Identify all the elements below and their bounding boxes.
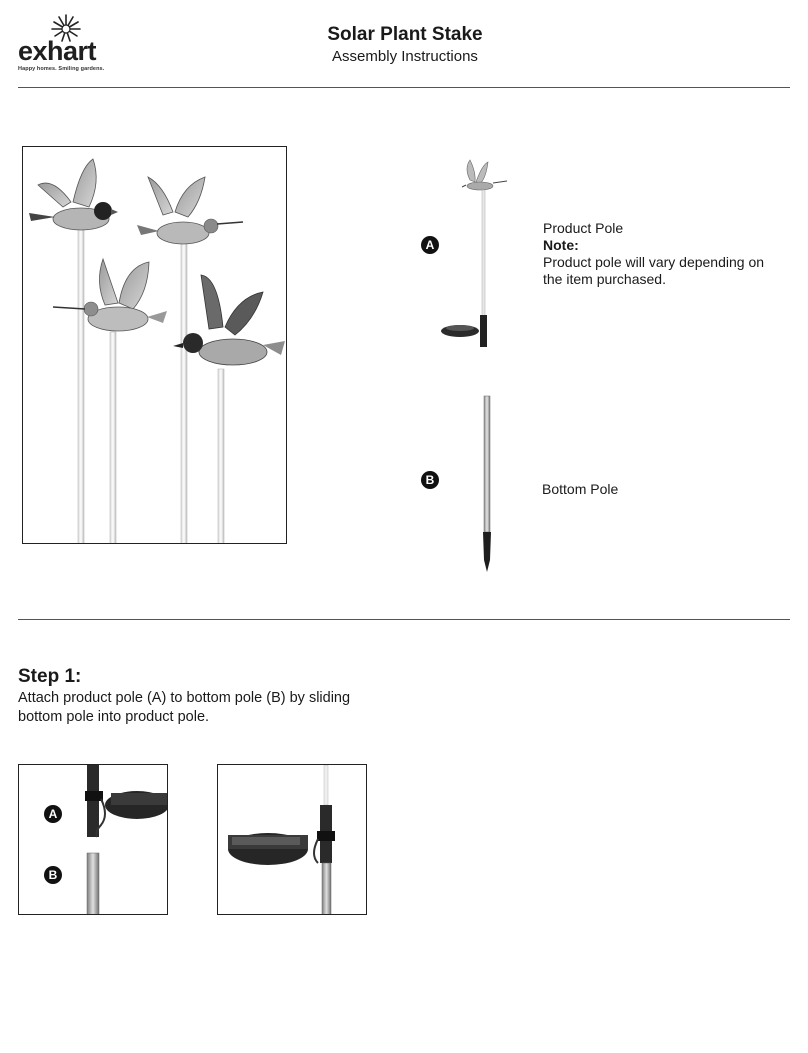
- document-header: [220, 24, 590, 65]
- part-b-badge: B: [421, 471, 439, 489]
- bird-stakes-illustration: [23, 147, 287, 544]
- document-subtitle: Assembly Instructions: [332, 48, 478, 65]
- section-divider: [18, 619, 790, 620]
- part-a-badge: A: [421, 236, 439, 254]
- document-title: Solar Plant Stake: [327, 24, 483, 45]
- step-1-badge-a: A: [44, 805, 62, 823]
- part-a-note-label: Note:: [543, 237, 579, 253]
- part-b-label: Bottom Pole: [542, 481, 619, 497]
- step-1-title: Step 1:: [18, 666, 82, 687]
- part-a-name: Product Pole: [543, 220, 624, 236]
- step-1-badge-b: B: [44, 866, 62, 884]
- bottom-pole-illustration: [478, 394, 498, 574]
- product-photo: [22, 146, 287, 544]
- brand-tagline: Happy homes. Smiling gardens.: [18, 66, 105, 72]
- step-1-instructions: Attach product pole (A) to bottom pole (B) by sliding bottom pole into product pole.: [18, 690, 351, 725]
- part-a-note-text: Product pole will vary depending on the item purchased.: [543, 254, 765, 287]
- part-a-label: [543, 220, 783, 288]
- step-1-photo-before: [18, 764, 168, 915]
- product-pole-illustration: [430, 150, 520, 355]
- brand-name: exhart: [18, 36, 97, 66]
- step-1-photo-after: [217, 764, 367, 915]
- header-divider: [18, 87, 790, 88]
